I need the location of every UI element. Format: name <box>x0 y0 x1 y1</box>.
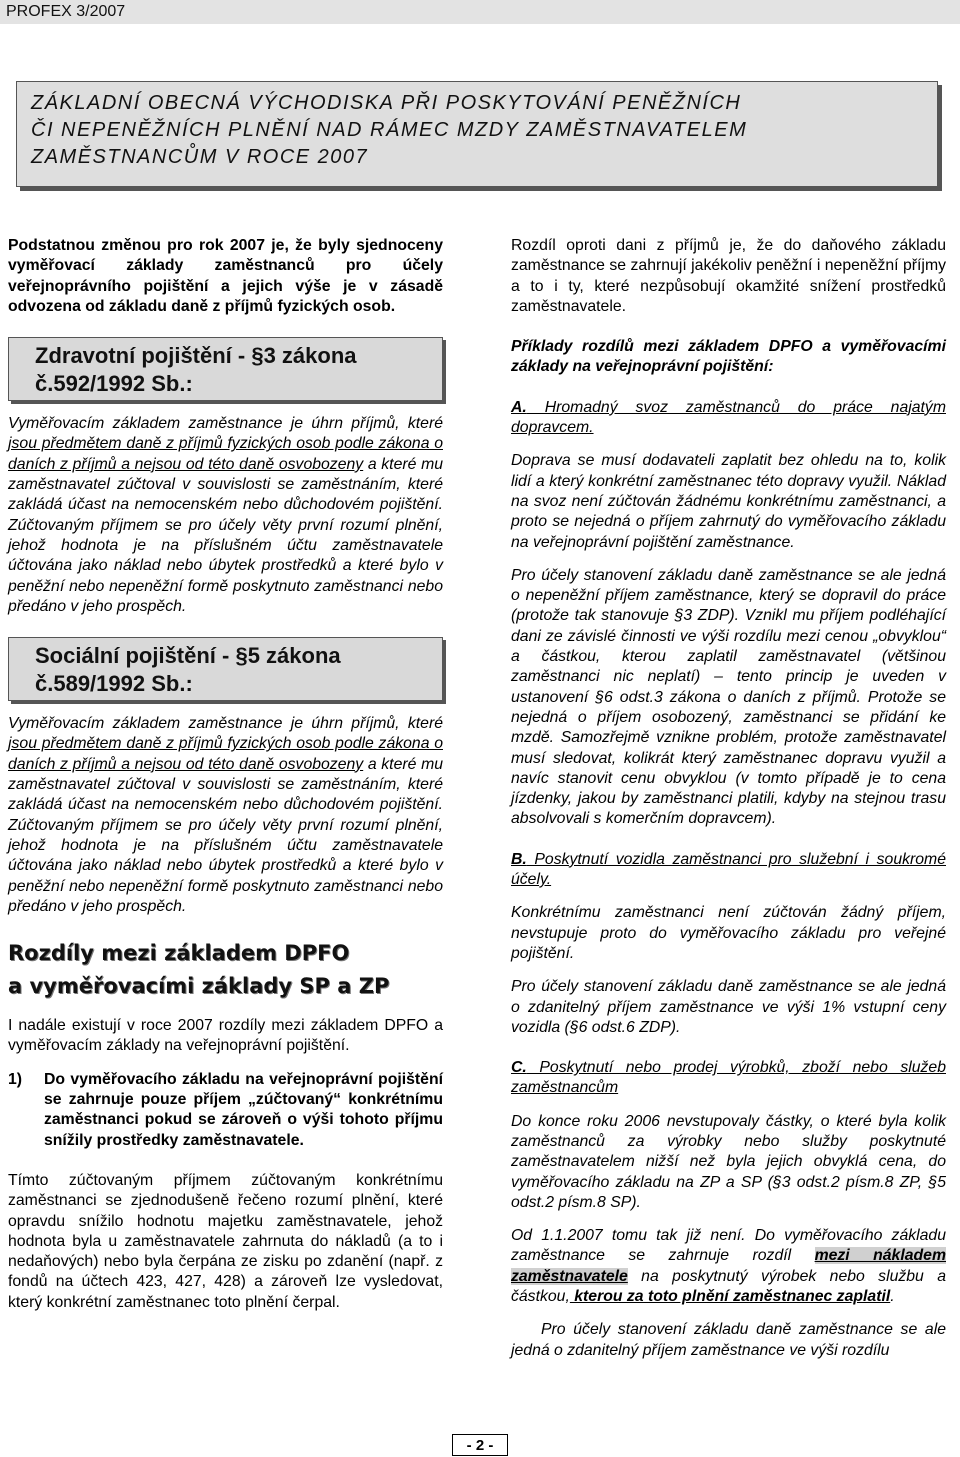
health-insurance-paragraph: Vyměřovacím základem zaměstnance je úhrn příjmů, které jsou předmětem daně z příjmů fyzických osob podle zákona o daních z příjmů a nejsou od této daně osvobozeny a které mu zaměstnavatel zúčtoval v souvislosti se zaměstnáním, které zakládá účast na nemocenském nebo důchodovém pojištění. Zúčtovaným příjmem se pro účely věty první rozumí plnění, jehož hodnota je na příslušném účtu zaměstnavatele účtována jako náklad nebo úbytek prostředků a které bylo v peněžní nebo nepeněžní formě poskytnuto zaměstnanci nebo předáno v jeho prospěch. <box>8 415 444 615</box>
examples-heading: Příklady rozdílů mezi základem DPFO a vyměřovacími základy na veřejnoprávní pojištění: <box>511 338 946 376</box>
settled-income-paragraph: Tímto zúčtovaným příjmem zúčtovaným konkrétnímu zaměstnanci se zjednodušeně řečeno rozumí plnění, které opravdu snížilo hodnotu majetku zaměstnavatele, jehož hodnota byla u zaměstnavatele zahrnuta do nákladů (a to i nedaňových) nebo byla čerpána ze zisku po zdanění (např. z fondů na účtech 423, 427, 428) a zároveň lze vysledovat, který konkrétní zaměstnanec toto plnění čerpal. <box>8 1171 443 1311</box>
intro-paragraph: Podstatnou změnou pro rok 2007 je, že byly sjednoceny vyměřovací základy zaměstnanců pro účely veřejnoprávního pojištění a jejich výše je v zásadě odvozena od základu daně z příjmů fyzických osob. <box>8 237 443 315</box>
example-c-paragraph-1: Do konce roku 2006 nevstupovaly částky, o které byla kolik zaměstnanců za výrobky nebo služby poskytnuté zaměstnavatelem nižší než byla jejich obvyklá cena, do vyměřovacího základu na ZP a SP (§3 odst.2 písm.8 ZP, §5 odst.2 písm.8 SP). <box>511 1112 946 1211</box>
example-b-title: B. Poskytnutí vozidla zaměstnanci pro služební i soukromé účely. <box>511 850 946 889</box>
example-c-title: C. Poskytnutí nebo prodej výrobků, zboží nebo služeb zaměstnancům <box>511 1059 946 1097</box>
differences-paragraph: I nadále existují v roce 2007 rozdíly mezi základem DPFO a vyměřovacím základy na veřejnoprávní pojištění. <box>8 1017 443 1055</box>
page-number: - 2 - <box>452 1434 508 1456</box>
example-c-paragraph-2: Od 1.1.2007 tomu tak již není. Do vyměřovacího základu zaměstnance se zahrnuje rozdíl mezi nákladem zaměstnavatele na poskytnutý výrobek nebo službu a částkou, kterou za toto plnění zaměstnanec zaplatil. <box>511 1227 946 1306</box>
example-b-paragraph-2: Pro účely stanovení základu daně zaměstnance se ale jedná o zdanitelný příjem zaměstnance ve výši 1% vstupní ceny vozidla (§6 odst.6 ZDP). <box>511 978 946 1036</box>
example-a-paragraph-2: Pro účely stanovení základu daně zaměstnance se ale jedná o nepeněžní příjem zaměstnance, který se dopravil do práce (protože tak stanovuje §3 ZDP). Vznikl mu příjem podléhající dani ze závislé činnosti ve výši rozdílu mezi cenou „obvyklou“ a částkou, kterou zaplatil zaměstnavatel (většinou zaměstnanci nic neplatí) – tento princip je uveden v ustanovení §6 odst.3 zákona o daních z příjmů. Protože se nejedná o příjem osobozený, zaměstnanci se přidání ke mzdě. Samozřejmě vznikne problém, protože zaměstnavatel musí sledovat, kolikrát který zaměstnanec dopravu využil a navíc stanovit cenu obvyklou (v tomto případě je to cena jízdenky, jakou by zaměstnanci platili, kdyby na stejnou trasu absolvovali s komerčním dopravcem). <box>511 566 946 828</box>
title-line-1: ZÁKLADNÍ OBECNÁ VÝCHODISKA PŘI POSKYTOVÁNÍ PENĚŽNÍCH <box>31 92 742 114</box>
example-a-paragraph-1: Doprava se musí dodavateli zaplatit bez ohledu na to, kolik lidí a který konkrétní zaměstnanec této dopravy využil. Náklad na svoz není zúčtován žádnému konkrétnímu zaměstnanci, a proto se nejedná o příjem zahrnutý do vyměřovacího základu na veřejnoprávní pojištění zaměstnance. <box>511 452 946 551</box>
numbered-item-1: 1) Do vyměřovacího základu na veřejnoprávní pojištění se zahrnuje pouze příjem „zúčtovaný“ konkrétnímu zaměstnanci pokud se zároveň o výši tohoto příjmu snížily prostředky zaměstnavatele. <box>8 1070 443 1149</box>
journal-header: PROFEX 3/2007 <box>0 0 960 24</box>
left-column <box>8 236 443 1313</box>
section-health-insurance-title: Zdravotní pojištění - §3 zákona č.592/1992 Sb.: <box>8 337 443 401</box>
example-b-paragraph-1: Konkrétnímu zaměstnanci není zúčtován žádný příjem, nevstupuje proto do vyměřovacího základu pro veřejné pojištění. <box>511 904 946 962</box>
example-c-paragraph-3: Pro účely stanovení základu daně zaměstnance se ale jedná o zdanitelný příjem zaměstnance ve výši rozdílu <box>511 1321 946 1359</box>
section-social-insurance-title: Sociální pojištění - §5 zákona č.589/1992 Sb.: <box>8 637 443 701</box>
right-column <box>511 236 946 1361</box>
article-title-box <box>16 81 938 187</box>
social-insurance-paragraph: Vyměřovacím základem zaměstnance je úhrn příjmů, které jsou předmětem daně z příjmů fyzických osob podle zákona o daních z příjmů a nejsou od této daně osvobozeny a které mu zaměstnavatel zúčtoval v souvislosti se zaměstnáním, které zakládá účast na nemocenském nebo důchodovém pojištění. Zúčtovaným příjmem se pro účely věty první rozumí plnění, jehož hodnota je na příslušném účtu zaměstnavatele účtována jako náklad nebo úbytek prostředků a které bylo v peněžní nebo nepeněžní formě poskytnuto zaměstnanci nebo předáno v jeho prospěch. <box>8 715 444 915</box>
example-a-title: A. Hromadný svoz zaměstnanců do práce najatým dopravcem. <box>511 398 946 437</box>
title-line-3: ZAMĚSTNANCŮM V ROCE 2007 <box>31 146 369 168</box>
title-line-2: ČI NEPENĚŽNÍCH PLNĚNÍ NAD RÁMEC MZDY ZAMĚSTNAVATELEM <box>31 119 748 141</box>
differences-heading: Rozdíly mezi základem DPFO a vyměřovacími základy SP a ZP <box>8 941 390 999</box>
tax-difference-paragraph: Rozdíl oproti dani z příjmů je, že do daňového základu zaměstnance se zahrnují jakékoliv peněžní i nepeněžní příjmy a to i ty, které nezpůsobují okamžité snížení prostředků zaměstnavatele. <box>511 237 946 315</box>
